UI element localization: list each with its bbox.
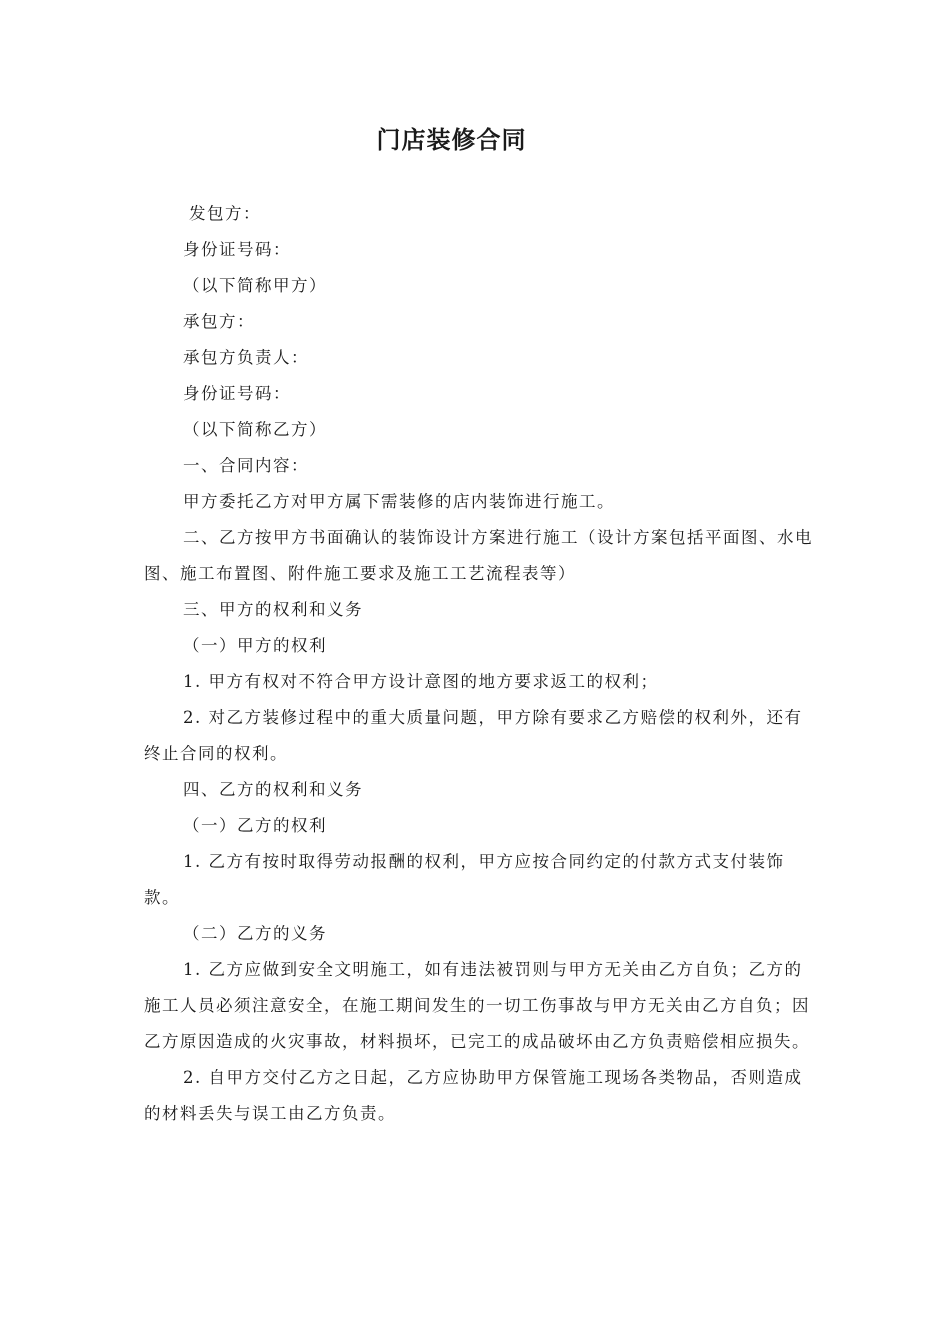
paragraph-employer-id: 身份证号码： xyxy=(183,240,291,259)
list-item: 2. 自甲方交付乙方之日起，乙方应协助甲方保管施工现场各类物品，否则造成的材料丢失与误工由乙方负责。 xyxy=(144,1068,803,1123)
paragraph-contractor: 承包方： xyxy=(183,312,255,331)
subsection-heading: （一）乙方的权利 xyxy=(183,816,327,835)
section-heading-2: 二、乙方按甲方书面确认的装饰设计方案进行施工（设计方案包括平面图、水电图、施工布置图、附件施工要求及施工工艺流程表等） xyxy=(144,528,813,583)
paragraph-party-b-note: （以下简称乙方） xyxy=(183,420,327,439)
list-item: 1. 乙方应做到安全文明施工，如有违法被罚则与甲方无关由乙方自负；乙方的施工人员必须注意安全，在施工期间发生的一切工伤事故与甲方无关由乙方自负；因乙方原因造成的火灾事故，材料损坏，已完工的成品破坏由乙方负责赔偿相应损失。 xyxy=(144,960,810,1051)
paragraph-contractor-manager: 承包方负责人： xyxy=(183,348,309,367)
section-heading-1: 一、合同内容： xyxy=(183,456,309,475)
paragraph-employer: 发包方： xyxy=(189,204,261,223)
subsection-heading: （一）甲方的权利 xyxy=(183,636,327,655)
list-item: 1. 甲方有权对不符合甲方设计意图的地方要求返工的权利； xyxy=(183,672,659,691)
document-body xyxy=(144,196,816,1132)
paragraph-content: 甲方委托乙方对甲方属下需装修的店内装饰进行施工。 xyxy=(183,492,615,511)
subsection-heading: （二）乙方的义务 xyxy=(183,924,327,943)
list-item: 1. 乙方有按时取得劳动报酬的权利，甲方应按合同约定的付款方式支付装饰款。 xyxy=(144,852,785,907)
paragraph-party-a-note: （以下简称甲方） xyxy=(183,276,327,295)
section-heading-4: 四、乙方的权利和义务 xyxy=(183,780,363,799)
document-title: 门店装修合同 xyxy=(376,126,527,154)
section-heading-3: 三、甲方的权利和义务 xyxy=(183,600,363,619)
list-item: 2. 对乙方装修过程中的重大质量问题，甲方除有要求乙方赔偿的权利外，还有终止合同的权利。 xyxy=(144,708,803,763)
paragraph-contractor-id: 身份证号码： xyxy=(183,384,291,403)
